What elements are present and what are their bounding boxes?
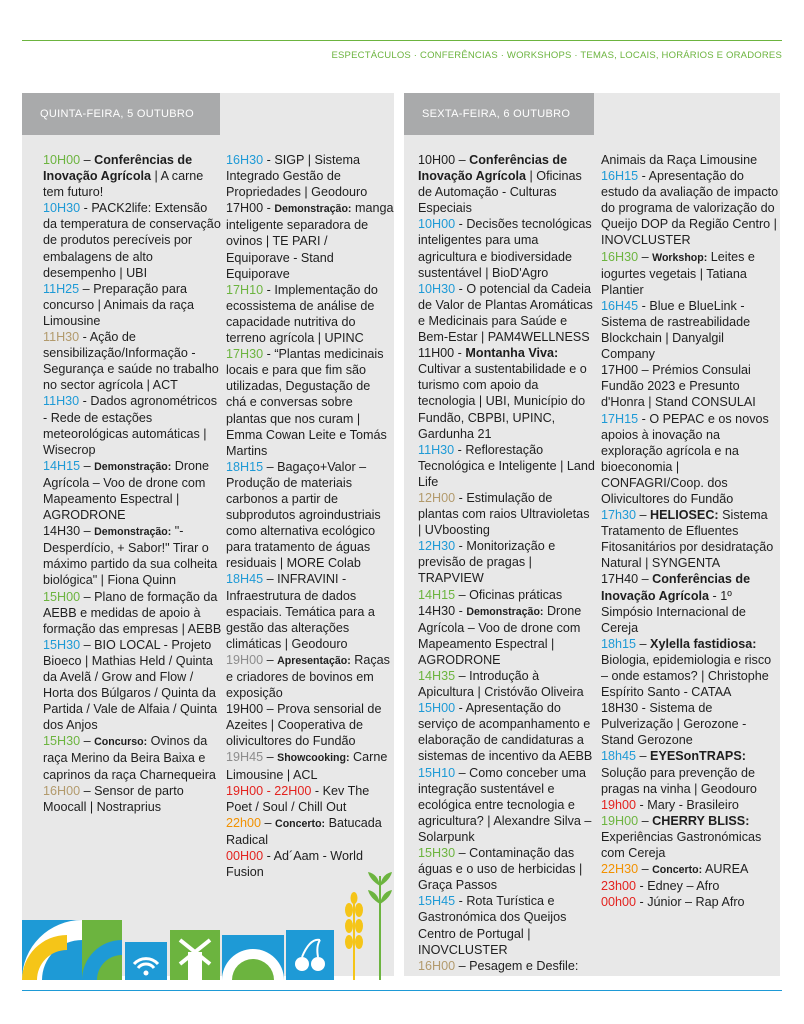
schedule-time: 11H30 (43, 394, 80, 409)
schedule-item (418, 958, 596, 974)
separator: - (455, 490, 467, 505)
schedule-time: 18h15 (601, 636, 637, 651)
separator: - (638, 701, 650, 716)
schedule-item (226, 783, 394, 815)
schedule-item (226, 200, 394, 281)
event-description: Batucada Radical (226, 815, 382, 847)
separator: - (263, 347, 275, 362)
schedule-time: 19h00 (601, 797, 637, 812)
schedule-time: 11H30 (43, 330, 80, 345)
event-description: Ação de sensibilização/Informação - Segurança e saúde no trabalho no sector agrícola | ACT (43, 330, 219, 393)
separator: – (455, 846, 470, 861)
event-description: Implementação do ecossistema de análise de capacidade nutritiva do terreno agrícola | UPINC (226, 282, 378, 346)
separator: - (263, 153, 275, 167)
schedule-item (226, 152, 394, 200)
windmill-icon (170, 930, 220, 980)
schedule-time: 18H15 (226, 459, 264, 474)
event-description: manga inteligente separadora de ovinos | TE PARI / Equiporave - Stand Equiporave (226, 201, 394, 281)
event-description: Sensor de parto Moocall | Nostraprius (43, 783, 184, 814)
event-highlight: HELIOSEC: (650, 508, 719, 523)
event-type-label: Demonstração: (274, 203, 352, 216)
schedule-item (601, 298, 779, 362)
separator: – (263, 572, 278, 587)
separator: – (261, 815, 276, 830)
event-description: - 1º Simpósio Internacional de Cereja (601, 588, 746, 635)
schedule-item (43, 393, 223, 457)
event-type-label: Concerto: (652, 864, 703, 877)
schedule-item (601, 813, 779, 861)
separator: – (455, 587, 470, 602)
schedule-time: 23h00 (601, 879, 637, 894)
schedule-time: 14H30 (418, 603, 456, 618)
schedule-time: 00H00 (226, 849, 264, 864)
schedule-time: 19H00 (226, 652, 264, 667)
cherries-icon (286, 930, 334, 980)
schedule-item (601, 249, 779, 298)
schedule-time: 18H45 (226, 572, 264, 587)
separator: - (311, 783, 323, 798)
schedule-item (226, 459, 394, 572)
separator: – (638, 363, 653, 378)
event-description: Apresentação do serviço de acompanhamento e elaboração de candidaturas a sistemas de incentivo da AEBB (418, 701, 593, 764)
schedule-item (418, 345, 596, 442)
separator: - (454, 442, 466, 457)
event-description: Sistema de Pulverização | Gerozone - Stand Gerozone (601, 701, 747, 748)
separator: - (455, 281, 467, 296)
event-description: Cultivar a sustentabilidade e o turismo com apoio da tecnologia | UBI, Município do Fundão, CBPBI, UPINC, Gardunha 21 (418, 362, 587, 441)
separator: – (455, 958, 470, 973)
schedule-time: 10H00 (43, 153, 81, 167)
schedule-time: 17H00 (226, 201, 264, 216)
event-description: Animais da Raça Limousine (601, 153, 758, 167)
event-description: SIGP | Sistema Integrado Gestão de Propriedades | Geodouro (226, 153, 368, 200)
schedule-item (43, 523, 223, 588)
separator: – (455, 765, 470, 780)
event-description: Apresentação do estudo da avaliação de impacto do programa de valorização do Queijo DOP da Região Centro | INOVCLUSTER (601, 169, 779, 248)
schedule-item (418, 281, 596, 345)
schedule-item (601, 894, 779, 910)
schedule-time: 16H45 (601, 298, 639, 313)
event-highlight: Xylella fastidiosa: (650, 636, 757, 651)
schedule-item (43, 733, 223, 782)
schedule-item (601, 168, 779, 248)
separator: - (636, 895, 648, 910)
schedule-item (601, 507, 779, 571)
header-nav: ESPECTÁCULOS · CONFERÊNCIAS · WORKSHOPS · TEMAS, LOCAIS, HORÁRIOS E ORADORES (331, 50, 782, 61)
thursday-column-1 (43, 152, 223, 815)
schedule-item (43, 152, 223, 200)
separator: – (263, 652, 278, 667)
schedule-item (418, 490, 596, 538)
top-rule (22, 40, 782, 41)
event-type-label: Demonstração: (466, 605, 544, 618)
separator: - (638, 298, 650, 313)
schedule-item (601, 362, 779, 410)
schedule-item (418, 152, 596, 216)
schedule-item (601, 797, 779, 813)
schedule-item (418, 538, 596, 586)
event-highlight: CHERRY BLISS: (652, 813, 750, 828)
event-description: Blue e BlueLink - Sistema de rastreabilidade Blockchain | Danyalgil Company (601, 298, 751, 362)
separator: – (80, 734, 95, 749)
event-highlight: EYESonTRAPS: (650, 749, 746, 764)
separator: - (455, 894, 467, 909)
event-description: Raças e criadores de bovinos em exposição (226, 652, 390, 701)
friday-column-2 (601, 152, 779, 910)
event-description: Introdução à Apicultura | Cristóvão Oliveira (418, 669, 584, 700)
event-description: INFRAVINI - Infraestrutura de dados espaciais. Temática para a gestão das alterações climáticas | Geodouro (226, 572, 375, 651)
separator: – (80, 589, 95, 604)
event-type-label: Concurso: (94, 736, 148, 749)
separator: - (79, 330, 90, 345)
schedule-item (601, 700, 779, 748)
separator: – (80, 153, 95, 167)
schedule-time: 14H15 (418, 587, 456, 602)
event-description: | Oficinas de Automação - Culturas Especiais (418, 169, 582, 216)
schedule-item (418, 603, 596, 668)
event-description: AUREA (702, 862, 749, 877)
event-description: BIO LOCAL - Projeto Bioeco | Mathias Held / Quinta da Avelã / Grow and Flow / Horta dos Búlgaros / Quinta da Partida / Vale de Alfaia / Quinta dos Anjos (43, 637, 218, 733)
separator: – (636, 508, 651, 523)
schedule-time: 15H10 (418, 765, 456, 780)
event-description: Estimulação de plantas com raios Ultravioletas | UVboosting (418, 490, 590, 538)
schedule-time: 19H45 (226, 750, 264, 765)
separator: – (638, 249, 653, 264)
event-description: Bagaço+Valor – Produção de materiais carbonos a partir de subprodutos agroindustriais como alternativa ecológico para tratamento de águas residuais | MORE Colab (226, 459, 381, 571)
friday-column-1 (418, 152, 596, 974)
sprout-icon (368, 872, 392, 980)
event-description: Oficinas práticas (469, 587, 563, 602)
schedule-time: 17H10 (226, 282, 264, 297)
separator: – (455, 669, 470, 683)
schedule-time: 16H30 (226, 153, 264, 167)
schedule-time: 10H30 (43, 201, 81, 216)
event-type-label: Concerto: (275, 817, 326, 830)
schedule-item (601, 878, 779, 894)
schedule-time: 16H15 (601, 169, 639, 184)
schedule-time: 11H00 (418, 346, 455, 361)
event-description: Plano de formação da AEBB e medidas de apoio à formação das empresas | AEBB (43, 589, 222, 636)
separator: – (263, 750, 278, 765)
schedule-item (43, 329, 223, 393)
schedule-item (43, 200, 223, 280)
schedule-item (418, 587, 596, 603)
separator: - (263, 849, 274, 864)
schedule-time: 16H00 (418, 958, 456, 973)
schedule-time: 11H25 (43, 281, 80, 296)
schedule-time: 12H00 (418, 490, 456, 505)
event-type-label: Apresentação: (277, 654, 351, 667)
decorative-artwork (22, 860, 402, 980)
schedule-item (601, 748, 779, 796)
schedule-item (601, 152, 779, 168)
schedule-item (418, 845, 596, 893)
separator: - (636, 797, 648, 812)
event-type-label: Workshop: (652, 251, 708, 264)
thursday-day-tab: QUINTA-FEIRA, 5 OUTUBRO (22, 93, 220, 135)
event-description: Reflorestação Tecnológica e Inteligente | Land Life (418, 442, 595, 489)
schedule-item (226, 749, 394, 782)
event-description: Como conceber uma integração sustentável e ecológica entre tecnologia e agricultura? | Alexandre Silva – Solarpunk (418, 765, 592, 844)
schedule-time: 10H30 (418, 281, 456, 296)
schedule-time: 18h45 (601, 749, 637, 764)
arches-graphic (22, 920, 122, 980)
schedule-item (226, 282, 394, 346)
schedule-item (418, 668, 596, 700)
thursday-column-2 (226, 152, 394, 880)
schedule-item (226, 701, 394, 749)
event-highlight: Conferências de Inovação Agrícola (601, 572, 751, 603)
event-description: Contaminação das águas e o uso de herbicidas | Graça Passos (418, 846, 583, 893)
schedule-item (43, 783, 223, 815)
event-description: O potencial da Cadeia de Valor de Plantas Aromáticas e Medicinais para Saúde e Bem-Estar | PAM4WELLNESS (418, 281, 593, 345)
event-description: Drone Agrícola – Voo de drone com Mapeamento Espectral | AGRODRONE (418, 603, 582, 667)
schedule-time: 17H00 (601, 363, 639, 378)
event-description: Drone Agrícola – Voo de drone com Mapeamento Espectral | AGRODRONE (43, 458, 210, 523)
schedule-time: 19H00 (226, 702, 264, 717)
schedule-time: 14H35 (418, 669, 456, 683)
separator: - (263, 201, 275, 216)
separator: - (455, 603, 467, 618)
schedule-time: 22H30 (601, 862, 639, 877)
schedule-item (226, 571, 394, 651)
event-description: Leites e iogurtes vegetais | Tatiana Plantier (601, 249, 755, 297)
friday-day-tab: SEXTA-FEIRA, 6 OUTUBRO (404, 93, 594, 135)
event-description: Ad´Aam - World Fusion (226, 849, 363, 880)
separator: - (79, 394, 91, 409)
schedule-time: 17H40 (601, 572, 639, 587)
event-description: Rota Turística e Gastronómica dos Queijos Centro de Portugal | INOVCLUSTER (418, 894, 567, 957)
schedule-item (226, 815, 394, 848)
separator: - (455, 539, 467, 554)
schedule-time: 16H00 (43, 783, 81, 798)
event-description: "-Desperdício, + Sabor!" Tirar o máximo partido da sua colheita biológica" | Fiona Quinn (43, 524, 218, 588)
schedule-time: 17H30 (226, 347, 264, 362)
schedule-time: 22h00 (226, 815, 262, 830)
arch-blue (222, 935, 284, 980)
schedule-item (43, 281, 223, 329)
event-description: Prémios Consulai Fundão 2023 e Presunto d'Honra | Stand CONSULAI (601, 363, 756, 410)
separator: - (455, 217, 467, 232)
schedule-time: 11H30 (418, 442, 455, 457)
wifi-icon (125, 942, 167, 980)
schedule-time: 17H15 (601, 411, 639, 426)
schedule-time: 16H30 (601, 249, 639, 264)
schedule-time: 12H30 (418, 539, 456, 554)
event-description: Mary - Brasileiro (647, 797, 739, 812)
schedule-time: 14H15 (43, 458, 81, 473)
event-description: Carne Limousine | ACL (226, 750, 388, 782)
event-description: O PEPAC e os novos apoios à inovação na exploração agrícola e na bioeconomia | CONFAGRI/Coop. dos Olivicultores do Fundão (601, 411, 769, 506)
schedule-time: 15H00 (418, 701, 456, 716)
schedule-item (226, 652, 394, 701)
schedule-item (601, 411, 779, 508)
event-description: Solução para prevenção de pragas na vinha | Geodouro (601, 765, 757, 796)
event-description: Experiências Gastronómicas com Cereja (601, 829, 762, 861)
event-description: Ovinos da raça Merino da Beira Baixa e caprinos da raça Charnequeira (43, 734, 216, 782)
schedule-item (418, 700, 596, 764)
schedule-time: 15H30 (43, 637, 81, 652)
separator: – (80, 783, 95, 798)
schedule-time: 10H00 (418, 153, 456, 167)
schedule-item (601, 636, 779, 700)
event-description: PACK2life: Extensão da temperatura de conservação de produtos perecíveis por embalagens de alto desempenho | UBI (43, 201, 221, 280)
separator: – (455, 153, 470, 167)
separator: – (79, 281, 94, 296)
separator: - (455, 701, 466, 716)
event-description: “Plantas medicinais locais e para que fim são utilizadas, Degustação de chá e conversas sobre plantas que nos curam | Emma Cowan Leite e Tomás Martins (226, 347, 387, 458)
separator: - (638, 411, 650, 426)
separator: – (638, 572, 653, 587)
separator: - (636, 879, 648, 894)
separator: – (636, 636, 651, 651)
separator: – (638, 813, 653, 828)
separator: – (80, 637, 95, 652)
separator: – (263, 702, 278, 717)
event-description: Sistema Tratamento de Efluentes Fitosanitários por desidratação Natural | SYNGENTA (601, 508, 774, 571)
wheat-icon (345, 892, 363, 980)
event-description: Preparação para concurso | Animais da raça Limousine (43, 281, 194, 328)
bottom-rule (22, 990, 782, 991)
separator: - (80, 201, 92, 216)
event-description: | A carne tem futuro! (43, 169, 204, 200)
separator: - (638, 169, 649, 184)
schedule-time: 15H00 (43, 589, 81, 604)
schedule-time: 19H00 - 22H00 (226, 783, 312, 798)
event-description: Monitorização e previsão de pragas | TRAPVIEW (418, 539, 556, 586)
event-description: Decisões tecnológicas inteligentes para uma agricultura e biodiversidade sustentável | BioD'Agro (418, 217, 592, 280)
schedule-item (418, 216, 596, 280)
schedule-item (418, 442, 596, 490)
schedule-time: 00h00 (601, 895, 637, 910)
event-highlight: Conferências de Inovação Agrícola (43, 153, 193, 184)
separator: – (263, 459, 278, 474)
schedule-item (226, 346, 394, 459)
schedule-time: 19H00 (601, 813, 639, 828)
separator: – (636, 749, 651, 764)
schedule-item (43, 589, 223, 637)
event-type-label: Showcooking: (277, 752, 350, 765)
separator: - (263, 282, 275, 297)
separator: – (638, 862, 653, 877)
schedule-time: 15H45 (418, 894, 456, 909)
schedule-time: 14H30 (43, 524, 81, 539)
schedule-item (601, 571, 779, 635)
event-description: Edney – Afro (647, 879, 720, 894)
schedule-time: 18H30 (601, 701, 639, 716)
event-description: Biologia, epidemiologia e risco – onde estamos? | Christophe Espírito Santo - CATAA (601, 652, 772, 700)
event-description: Prova sensorial de Azeites | Cooperativa de olivicultores do Fundão (226, 702, 382, 749)
event-highlight: Conferências de Inovação Agrícola (418, 153, 568, 184)
event-description: Pesagem e Desfile: (469, 958, 579, 973)
event-type-label: Demonstração: (94, 526, 172, 539)
schedule-time: 17h30 (601, 508, 637, 523)
event-highlight: Montanha Viva: (465, 346, 559, 361)
schedule-item (43, 458, 223, 523)
separator: - (454, 346, 466, 361)
schedule-item (418, 893, 596, 957)
event-description: Kev The Poet / Soul / Chill Out (226, 783, 370, 814)
schedule-item (601, 861, 779, 878)
event-description: Júnior – Rap Afro (647, 895, 745, 910)
schedule-time: 15H30 (418, 846, 456, 861)
schedule-item (43, 637, 223, 734)
separator: – (80, 524, 95, 539)
schedule-item (418, 765, 596, 845)
event-type-label: Demonstração: (94, 460, 172, 473)
schedule-time: 15H30 (43, 734, 81, 749)
separator: – (80, 458, 95, 473)
event-description: Dados agronométricos - Rede de estações meteorológicas automáticas | Wisecrop (43, 394, 218, 457)
schedule-time: 10H00 (418, 217, 456, 232)
